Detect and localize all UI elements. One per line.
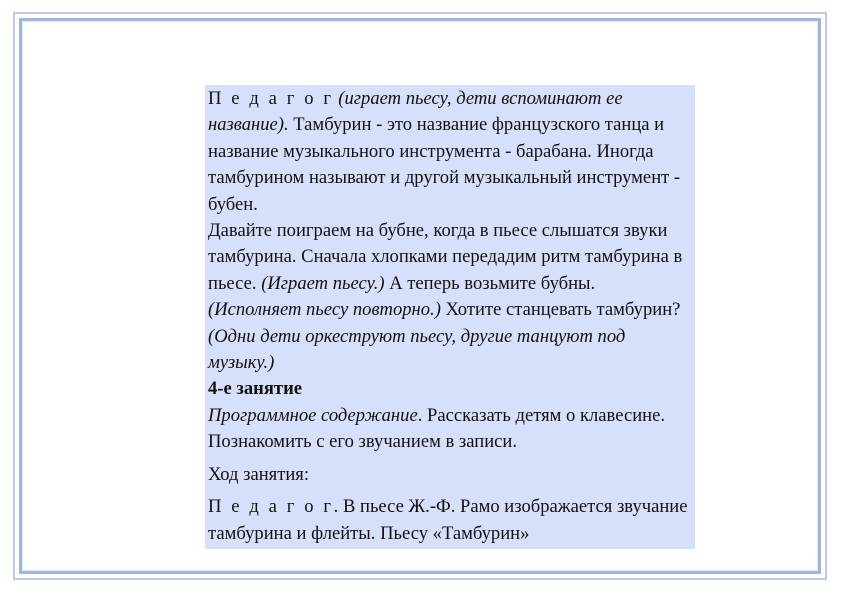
- stage-direction: (Играет пьесу.): [261, 272, 385, 294]
- stage-direction: (Исполняет пьесу повторно.): [208, 299, 441, 321]
- paragraph-text: Давайте поиграем на бубне, когда в пьесе слышатся звуки тамбурина. Сначала хлопками передадим ритм тамбурина в пьесе.: [208, 220, 683, 294]
- stage-direction: (Одни дети оркеструют пьесу, другие танцуют под музыку.): [208, 325, 626, 374]
- paragraph-text: Тамбурин - это название французского танца и название музыкального инструмента - барабана. Иногда тамбурином называют и другой музыкальный инструмент - бубен.: [208, 114, 681, 215]
- paragraph-text: . В пьесе Ж.-Ф. Рамо изображается звучание тамбурина и флейты. Пьесу «Тамбурин»: [208, 496, 688, 544]
- paragraph-play-activity: [208, 218, 692, 376]
- paragraph-text: . Рассказать детям о клавесине. Познакомить с его звучанием в записи.: [208, 404, 666, 453]
- speaker-label: П е д а г о г: [208, 88, 334, 109]
- paragraph-teacher-rameau: [208, 494, 692, 547]
- paragraph-text: А теперь возьмите бубны.: [384, 272, 596, 294]
- stage-direction: (играет пьесу, дети вспоминают ее название).: [208, 88, 623, 136]
- paragraph-text: Хотите станцевать тамбурин?: [440, 299, 681, 321]
- paragraph-program-content: [208, 403, 692, 456]
- text-box: [205, 85, 695, 549]
- paragraph-teacher-intro: [208, 86, 692, 218]
- lesson-heading: 4-е занятие: [208, 378, 303, 400]
- speaker-label: П е д а г о г: [208, 496, 334, 518]
- program-content-label: Программное содержание: [208, 404, 418, 426]
- lesson-progress-label: Ход занятия:: [208, 463, 310, 485]
